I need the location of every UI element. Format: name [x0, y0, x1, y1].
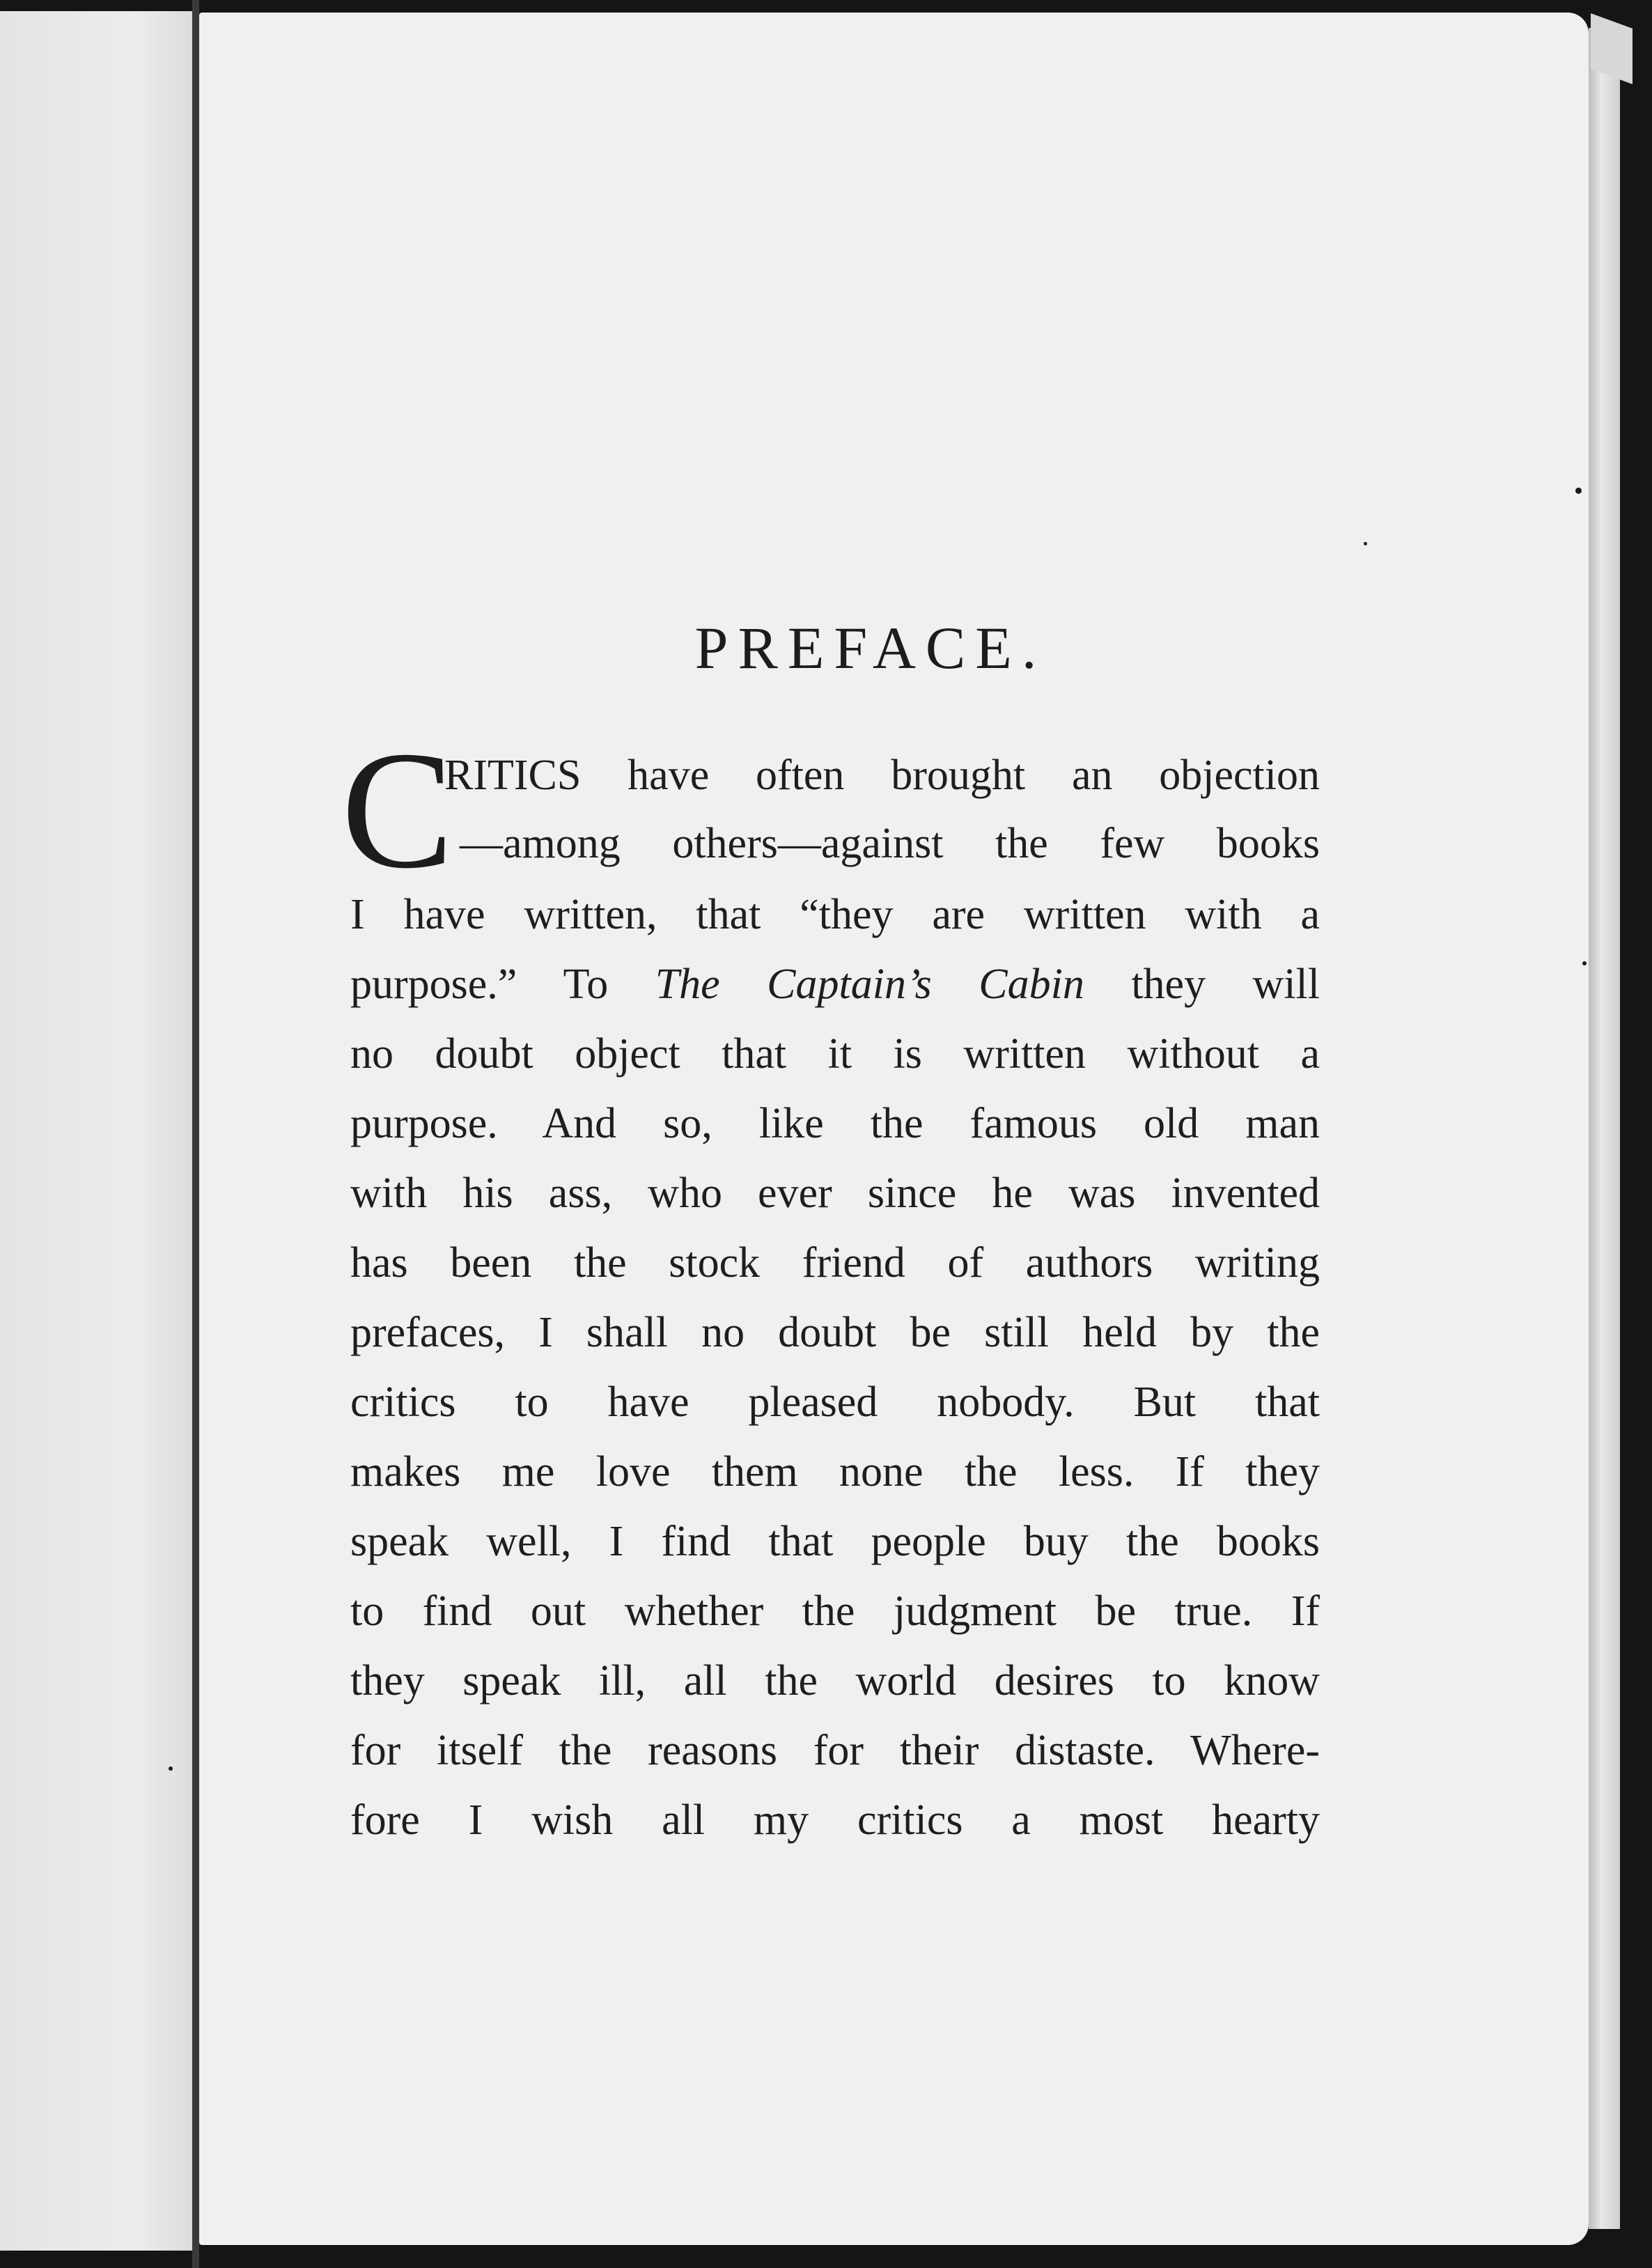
page-title: PREFACE. [694, 614, 1047, 681]
text-line: no doubt object that it is written without a [350, 1030, 1320, 1078]
book-gutter [192, 0, 199, 2268]
ink-speck [169, 1766, 173, 1771]
text-line: RITICS have often brought an objection [444, 752, 1320, 799]
text-line: critics to have pleased nobody. But that [350, 1378, 1320, 1426]
text-line: prefaces, I shall no doubt be still held by the [350, 1309, 1320, 1356]
text-line: with his ass, who ever since he was invented [350, 1170, 1320, 1217]
text-line: has been the stock friend of authors writing [350, 1239, 1320, 1287]
text-line: to find out whether the judgment be true. If [350, 1587, 1320, 1635]
ink-speck [1364, 542, 1367, 545]
text-line: for itself the reasons for their distaste. Where- [350, 1727, 1320, 1774]
text-line: speak well, I find that people buy the books [350, 1518, 1320, 1565]
ink-speck [1582, 961, 1587, 965]
drop-cap: C [341, 717, 454, 903]
ink-speck [1575, 488, 1582, 494]
text-line: purpose. And so, like the famous old man [350, 1100, 1320, 1147]
text-line: I have written, that “they are written with a [350, 891, 1320, 938]
book-title-italic: The Captain’s Cabin [655, 961, 1084, 1008]
text-line: makes me love them none the less. If they [350, 1448, 1320, 1496]
left-page-edge [0, 11, 192, 2251]
text-line: purpose.” To The Captain’s Cabin they will [350, 961, 1320, 1008]
text-line: they speak ill, all the world desires to know [350, 1657, 1320, 1704]
text-line: fore I wish all my critics a most hearty [350, 1796, 1320, 1844]
text-line: —among others—against the few books [460, 820, 1320, 867]
page-fore-edge [1589, 28, 1620, 2229]
